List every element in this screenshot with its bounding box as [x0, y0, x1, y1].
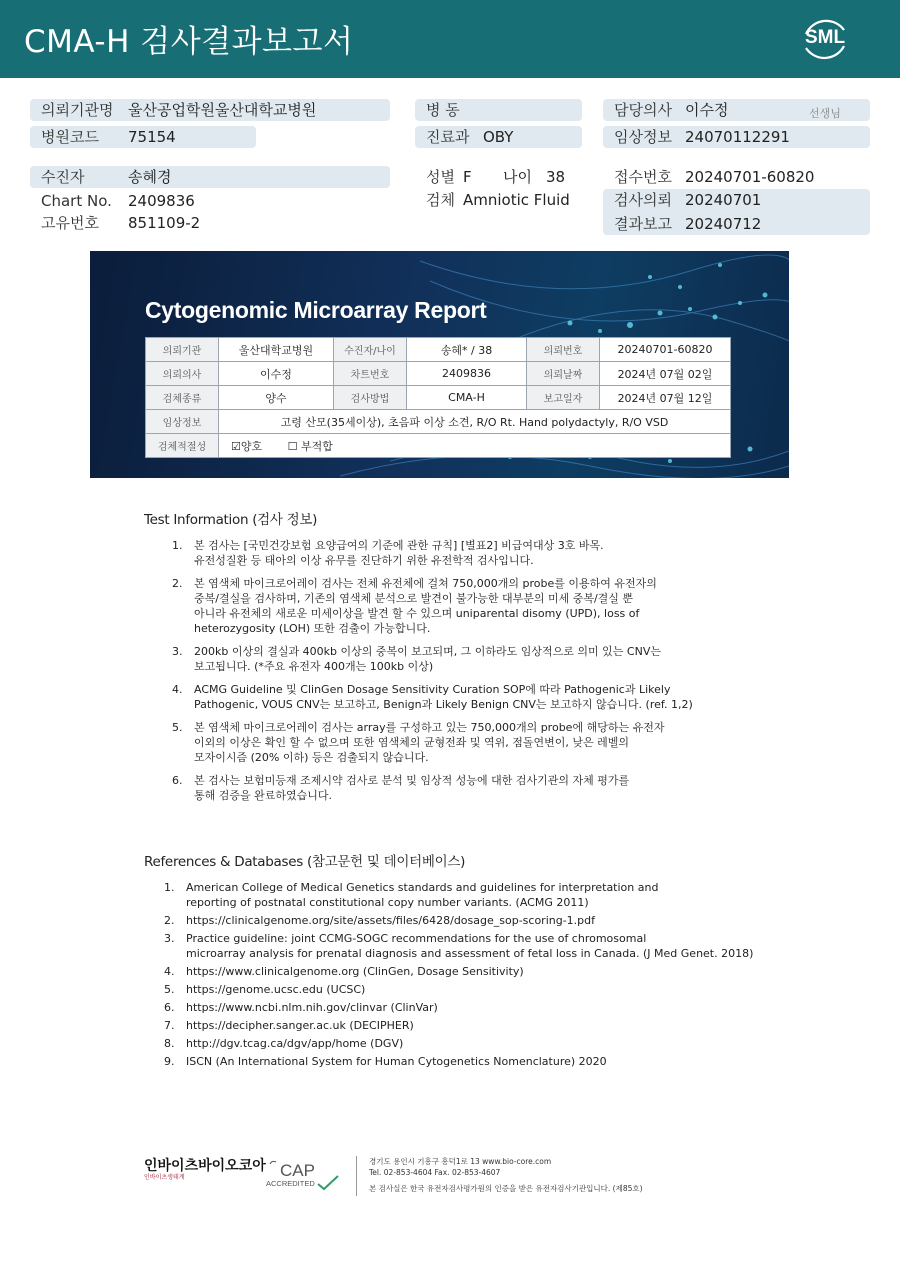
list-item-number: 4.	[164, 965, 175, 978]
table-cell: 2024년 07월 02일	[600, 362, 731, 386]
sex-label: 성별	[426, 168, 455, 186]
specimen-value: Amniotic Fluid	[463, 191, 570, 209]
list-item-number: 1.	[172, 539, 183, 552]
table-header-cell: 검사방법	[334, 386, 407, 410]
department-value: OBY	[483, 128, 514, 146]
list-item-line: https://decipher.sanger.ac.uk (DECIPHER)	[186, 1019, 414, 1032]
request-date-value: 20240701	[685, 191, 762, 209]
unique-id-row	[30, 212, 390, 234]
specimen-row	[415, 189, 595, 211]
department-row	[415, 126, 582, 148]
list-item	[164, 1054, 766, 1069]
list-item-number: 7.	[164, 1019, 175, 1032]
cap-logo-icon	[266, 1154, 346, 1194]
hospital-code-row	[30, 126, 256, 148]
table-header-cell: 임상정보	[146, 410, 219, 434]
receipt-row	[603, 166, 870, 188]
clinical-info-cell: 고령 산모(35세이상), 초음파 이상 소견, R/O Rt. Hand polydactyly, R/O VSD	[219, 410, 731, 434]
doctor-suffix: 선생님	[809, 107, 841, 120]
references-title: References & Databases (참고문헌 및 데이터베이스)	[144, 854, 466, 870]
list-item-number: 2.	[164, 914, 175, 927]
table-cell: 울산대학교병원	[219, 338, 334, 362]
institution-label: 의뢰기관명	[41, 101, 114, 119]
patient-label: 수진자	[41, 168, 85, 186]
list-item	[172, 644, 754, 674]
chart-row	[30, 190, 390, 212]
table-cell: 2024년 07월 12일	[600, 386, 731, 410]
list-item	[164, 931, 766, 961]
report-date-value: 20240712	[685, 215, 762, 233]
table-cell: CMA-H	[407, 386, 527, 410]
report-banner	[90, 251, 789, 478]
list-item-line: American College of Medical Genetics standards and guidelines for interpretation and	[186, 881, 659, 894]
receipt-value: 20240701-60820	[685, 168, 815, 186]
list-item-line: Pathogenic, VOUS CNV는 보고하고, Benign과 Likely Benign CNV는 보고하지 않습니다. (ref. 1,2)	[194, 698, 693, 711]
list-item-line: microarray analysis for prenatal diagnosis and assessment of fetal loss in Canada. (J Med Genet. 2018)	[186, 947, 754, 960]
banner-title: Cytogenomic Microarray Report	[145, 297, 487, 323]
table-header-cell: 차트번호	[334, 362, 407, 386]
list-item-line: 중복/결실을 검사하며, 기존의 염색체 분석으로 발견이 불가능한 대부분의 미세 중복/결실 뿐	[194, 592, 634, 605]
sml-logo	[796, 12, 854, 66]
clinical-info-row	[603, 126, 870, 148]
list-item	[172, 682, 754, 712]
patient-value: 송혜경	[128, 168, 172, 186]
list-item-number: 5.	[164, 983, 175, 996]
list-item-line: 이외의 이상은 확인 할 수 없으며 또한 염색체의 균형전좌 및 역위, 점돌연변이, 낮은 레벨의	[194, 736, 629, 749]
unique-id-label: 고유번호	[41, 214, 99, 232]
age-label: 나이	[503, 168, 532, 186]
chart-value: 2409836	[128, 192, 195, 210]
doctor-value: 이수정	[685, 101, 729, 119]
list-item-line: 200kb 이상의 결실과 400kb 이상의 중복이 보고되며, 그 이하라도 임상적으로 의미 있는 CNV는	[194, 645, 661, 658]
list-item-line: https://clinicalgenome.org/site/assets/files/6428/dosage_sop-scoring-1.pdf	[186, 914, 596, 927]
footer-divider	[356, 1156, 357, 1196]
hospital-code-label: 병원코드	[41, 128, 99, 146]
table-row	[146, 434, 731, 458]
list-item-line: 아니라 유전체의 새로운 미세이상을 발견 할 수 있으며 uniparental disomy (UPD), loss of	[194, 607, 640, 620]
list-item	[164, 982, 766, 997]
hospital-code-value: 75154	[128, 128, 176, 146]
list-item-line: reporting of postnatal constitutional copy number variants. (ACMG 2011)	[186, 896, 589, 909]
company-sub-label: 인바이츠생태계	[144, 1174, 185, 1181]
list-item-line: ACMG Guideline 및 ClinGen Dosage Sensitivity Curation SOP에 따라 Pathogenic과 Likely	[194, 683, 671, 696]
institution-value: 울산공업학원울산대학교병원	[128, 101, 317, 119]
footer-address: 경기도 용인시 기흥구 흥덕1로 13 www.bio-core.com	[369, 1157, 552, 1166]
list-item-line: ISCN (An International System for Human Cytogenetics Nomenclature) 2020	[186, 1055, 607, 1068]
adequacy-cell	[219, 434, 731, 458]
table-header-cell: 의뢰번호	[527, 338, 600, 362]
footer-phone: Tel. 02-853-4604 Fax. 02-853-4607	[369, 1168, 501, 1177]
ward-label: 병 동	[426, 101, 460, 119]
clinical-info-value: 24070112291	[685, 128, 790, 146]
list-item	[164, 1036, 766, 1051]
sml-logo-text: SML	[804, 27, 846, 48]
cap-text: CAP	[280, 1161, 315, 1180]
request-date-label: 검사의뢰	[614, 191, 672, 209]
list-item-line: 본 염색체 마이크로어레이 검사는 array를 구성하고 있는 750,000개의 probe에 해당하는 유전자	[194, 721, 665, 734]
report-date-label: 결과보고	[614, 215, 672, 233]
table-row	[146, 410, 731, 434]
table-row	[146, 338, 731, 362]
table-header-cell: 의뢰의사	[146, 362, 219, 386]
table-header-cell: 의뢰날짜	[527, 362, 600, 386]
list-item-line: heterozygosity (LOH) 또한 검출이 가능합니다.	[194, 622, 431, 635]
list-item	[172, 773, 754, 803]
list-item-line: https://www.ncbi.nlm.nih.gov/clinvar (ClinVar)	[186, 1001, 438, 1014]
table-cell: 2409836	[407, 362, 527, 386]
list-item-number: 1.	[164, 881, 175, 894]
list-item	[164, 880, 766, 910]
references-list	[164, 880, 766, 1072]
list-item-line: 본 검사는 [국민건강보험 요양급여의 기준에 관한 규칙] [별표2] 비급여대상 3호 바목.	[194, 539, 604, 552]
inadequate-checkbox: ☐ 부적합	[287, 439, 333, 453]
table-header-cell: 의뢰기관	[146, 338, 219, 362]
department-label: 진료과	[426, 128, 470, 146]
table-cell: 이수정	[219, 362, 334, 386]
list-item-number: 8.	[164, 1037, 175, 1050]
list-item-line: https://genome.ucsc.edu (UCSC)	[186, 983, 366, 996]
doctor-label: 담당의사	[614, 101, 672, 119]
table-header-cell: 보고일자	[527, 386, 600, 410]
table-header-cell: 수진자/나이	[334, 338, 407, 362]
dates-box	[603, 189, 870, 235]
adequate-checkbox: ☑양호	[231, 439, 263, 453]
age-value: 38	[546, 168, 566, 186]
list-item-number: 9.	[164, 1055, 175, 1068]
ward-row	[415, 99, 582, 121]
cap-accredited-text: ACCREDITED	[266, 1179, 315, 1188]
list-item	[164, 913, 766, 928]
table-cell: 양수	[219, 386, 334, 410]
cap-accredited-logo	[266, 1154, 346, 1194]
table-cell: 송혜* / 38	[407, 338, 527, 362]
list-item	[172, 538, 754, 568]
list-item-number: 3.	[164, 932, 175, 945]
list-item-number: 5.	[172, 721, 183, 734]
unique-id-value: 851109-2	[128, 214, 201, 232]
report-title: CMA-H 검사결과보고서	[24, 24, 354, 60]
list-item-number: 2.	[172, 577, 183, 590]
list-item	[164, 964, 766, 979]
list-item-number: 4.	[172, 683, 183, 696]
footer-notice: 본 검사실은 한국 유전자검사평가원의 인증을 받은 유전자검사기관입니다. (제85호)	[369, 1184, 643, 1193]
company-logo: 인바이츠바이오코아	[144, 1158, 266, 1174]
list-item	[172, 720, 754, 765]
list-item-line: 보고됩니다. (*주요 유전자 400개는 100kb 이상)	[194, 660, 434, 673]
list-item-number: 6.	[172, 774, 183, 787]
list-item	[164, 1000, 766, 1015]
test-info-list	[172, 538, 754, 811]
list-item-line: https://www.clinicalgenome.org (ClinGen, Dosage Sensitivity)	[186, 965, 524, 978]
list-item-line: 본 검사는 보험미등재 조제시약 검사로 분석 및 임상적 성능에 대한 검사기관의 자체 평가를	[194, 774, 630, 787]
table-header-cell: 검체적절성	[146, 434, 219, 458]
list-item-line: 모자이시즘 (20% 이하) 등은 검출되지 않습니다.	[194, 751, 429, 764]
institution-row	[30, 99, 390, 121]
list-item-line: Practice guideline: joint CCMG-SOGC recommendations for the use of chromosomal	[186, 932, 647, 945]
list-item-line: 본 염색체 마이크로어레이 검사는 전체 유전체에 걸쳐 750,000개의 probe를 이용하여 유전자의	[194, 577, 657, 590]
report-summary-table	[145, 337, 731, 458]
list-item-number: 6.	[164, 1001, 175, 1014]
table-header-cell: 검체종류	[146, 386, 219, 410]
list-item	[172, 576, 754, 636]
patient-row	[30, 166, 390, 188]
list-item	[164, 1018, 766, 1033]
list-item-line: 통해 검증을 완료하였습니다.	[194, 789, 333, 802]
list-item-number: 3.	[172, 645, 183, 658]
receipt-label: 접수번호	[614, 168, 672, 186]
list-item-line: 유전성질환 등 태아의 이상 유무를 진단하기 위한 유전학적 검사입니다.	[194, 554, 534, 567]
chart-label: Chart No.	[41, 192, 112, 210]
doctor-row	[603, 99, 870, 121]
test-info-title: Test Information (검사 정보)	[144, 512, 318, 528]
table-row	[146, 386, 731, 410]
table-cell: 20240701-60820	[600, 338, 731, 362]
clinical-info-label: 임상정보	[614, 128, 672, 146]
list-item-line: http://dgv.tcag.ca/dgv/app/home (DGV)	[186, 1037, 404, 1050]
table-row	[146, 362, 731, 386]
sex-age-row	[415, 166, 585, 188]
specimen-label: 검체	[426, 191, 455, 209]
sex-value: F	[463, 168, 472, 186]
